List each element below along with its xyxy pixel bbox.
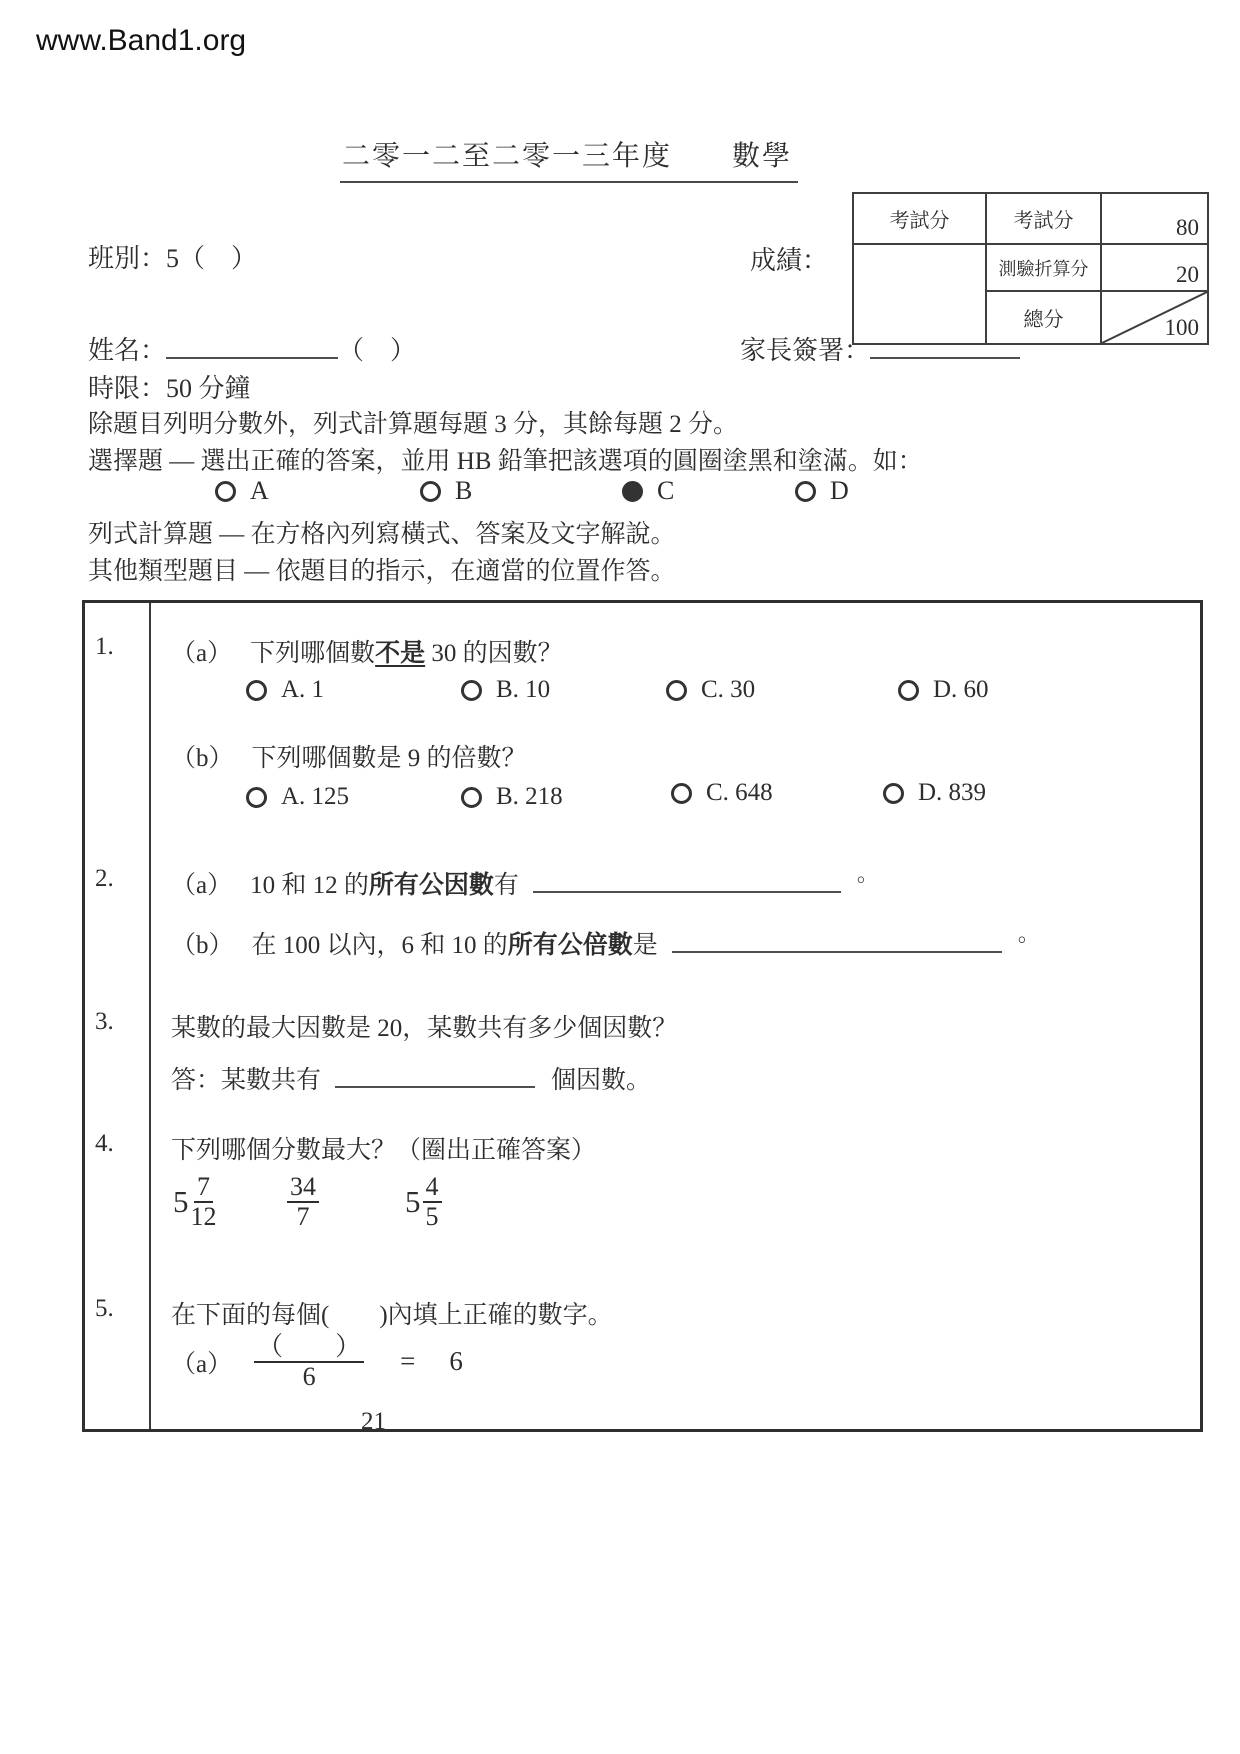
equals-sign: = [400, 1346, 416, 1377]
marks-note: 除題目列明分數外，列式計算題每題 3 分，其餘每題 2 分。 [88, 411, 739, 438]
q3-blank-line [335, 1062, 535, 1088]
score-table-row-value: 80 [1100, 194, 1207, 245]
fraction-whole: 5 [173, 1183, 189, 1219]
option-circle-icon [883, 783, 904, 804]
q4-fraction [285, 1173, 319, 1231]
option-label: C. 648 [706, 779, 773, 806]
option-label: B. 10 [496, 676, 551, 703]
q1a-text [171, 633, 563, 669]
option-circle-icon [461, 680, 482, 701]
q1b-option [671, 779, 773, 807]
option-label: A. 1 [281, 676, 325, 703]
score-table-exam-header: 考試分 [854, 194, 985, 245]
part-label: （a） [171, 1350, 233, 1378]
calc-instruction: 列式計算題 — 在方格內列寫橫式、答案及文字解說。 [88, 521, 676, 548]
q4-text: 下列哪個分數最大？（圈出正確答案） [171, 1137, 597, 1164]
guardian-sign-field [740, 330, 1020, 367]
q2b-emph: 所有公倍數 [507, 932, 633, 959]
name-field [88, 330, 416, 367]
q1b-option [883, 779, 986, 807]
name-blank-line [166, 332, 338, 359]
option-circle-icon [666, 680, 687, 701]
option-label: B [455, 476, 473, 505]
guardian-label: 家長簽署： [740, 336, 871, 365]
option-label: D. 60 [933, 676, 989, 703]
part-label: （b） [171, 932, 234, 959]
q1a-pre: 下列哪個數 [250, 640, 376, 667]
question-number: 1. [95, 633, 114, 660]
q4-fraction [173, 1173, 217, 1231]
fraction-numerator: 4 [423, 1173, 442, 1203]
score-table-score-cell [854, 245, 985, 343]
fraction [423, 1173, 442, 1231]
option-circle-icon [795, 481, 816, 502]
fraction-numerator-blank: （ ） [254, 1333, 364, 1363]
option-label: A. 125 [281, 783, 350, 810]
q1b-question: 下列哪個數是 9 的倍數？ [251, 745, 527, 772]
part-label: （a） [171, 640, 233, 667]
q1a-post: 30 的因數？ [425, 640, 563, 667]
fraction [254, 1333, 364, 1391]
q5a-equation [171, 1333, 463, 1391]
name-paren: （ ） [338, 336, 417, 365]
q2a-pre: 10 和 12 的 [250, 872, 369, 899]
q2b-period: 。 [1017, 921, 1040, 946]
exam-title: 二零一二至二零一三年度 數學 [340, 134, 798, 183]
fraction-denominator: 6 [302, 1362, 316, 1392]
q1b-option [246, 783, 349, 811]
option-label: B. 218 [496, 783, 563, 810]
option-circle-icon [246, 787, 267, 808]
fraction-whole: 5 [405, 1183, 421, 1219]
option-circle-icon [215, 481, 236, 502]
q5-text: 在下面的每個( )內填上正確的數字。 [171, 1302, 613, 1329]
q1a-option [666, 676, 755, 704]
class-field: 班別：5（ ） [88, 244, 258, 273]
option-circle-icon [671, 783, 692, 804]
q1a-emph: 不是 [375, 640, 426, 667]
example-option [420, 476, 472, 506]
mc-instruction: 選擇題 — 選出正確的答案，並用 HB 鉛筆把該選項的圓圈塗黑和塗滿。如： [88, 448, 923, 475]
option-circle-icon [246, 680, 267, 701]
fraction-denominator: 12 [190, 1202, 217, 1232]
fraction-numerator: 7 [194, 1173, 213, 1203]
option-label: D. 839 [918, 779, 987, 806]
guardian-blank-line [870, 332, 1020, 359]
time-limit: 時限：50 分鐘 [88, 374, 251, 403]
q2b-post: 是 [632, 932, 658, 959]
q3-answer-line [171, 1060, 651, 1096]
score-label: 成績： [750, 246, 829, 275]
score-table-row-label: 總分 [985, 292, 1100, 343]
name-label: 姓名： [88, 336, 167, 365]
q1b-option [461, 783, 563, 811]
q2b-text [171, 921, 1040, 961]
option-label: D [830, 476, 849, 505]
q3-answer-pre: 答：某數共有 [171, 1067, 322, 1094]
question-number: 5. [95, 1295, 114, 1322]
question-number-divider [149, 603, 151, 1429]
score-table-row-label: 測驗折算分 [985, 245, 1100, 292]
q2a-post: 有 [493, 872, 519, 899]
score-table-row-value: 20 [1100, 245, 1207, 292]
fraction [191, 1173, 217, 1231]
fraction-numerator: 34 [287, 1173, 319, 1203]
question-number: 4. [95, 1130, 114, 1157]
option-circle-icon [420, 481, 441, 502]
q2a-emph: 所有公因數 [368, 872, 494, 899]
example-option [215, 476, 269, 506]
fraction-denominator: 5 [425, 1202, 439, 1232]
fraction-denominator: 7 [296, 1202, 310, 1232]
option-label: A [250, 476, 269, 505]
option-circle-icon [622, 481, 643, 502]
q3-text: 某數的最大因數是 20，某數共有多少個因數？ [171, 1015, 678, 1042]
q1a-option [461, 676, 550, 704]
q2b-pre: 在 100 以內，6 和 10 的 [251, 932, 508, 959]
q1a-option [246, 676, 324, 704]
score-table-row-label: 考試分 [985, 194, 1100, 245]
page-number: 21 [361, 1408, 386, 1435]
diagonal-line [1102, 292, 1207, 343]
q3-answer-post: 個因數。 [551, 1067, 652, 1094]
part-label: （b） [171, 745, 234, 772]
q1a-option [898, 676, 989, 704]
option-circle-icon [461, 787, 482, 808]
score-table-total-cell [1100, 292, 1207, 343]
option-label: C. 30 [701, 676, 756, 703]
option-label: C [657, 476, 675, 505]
q2b-blank-line [672, 927, 1002, 953]
example-option [622, 476, 674, 506]
q2a-blank-line [533, 867, 841, 893]
score-table-row-value: 100 [1164, 315, 1199, 340]
q2a-period: 。 [856, 861, 879, 886]
q2a-text [171, 861, 879, 901]
score-table [852, 192, 1209, 345]
other-instruction: 其他類型題目 — 依題目的指示，在適當的位置作答。 [88, 558, 676, 585]
q5a-result: 6 [449, 1346, 463, 1377]
option-circle-icon [898, 680, 919, 701]
question-number: 2. [95, 865, 114, 892]
watermark: www.Band1.org [36, 24, 247, 57]
example-option [795, 476, 849, 506]
q1b-text [171, 738, 527, 774]
fraction [287, 1173, 319, 1231]
question-number: 3. [95, 1008, 114, 1035]
q4-fraction [405, 1173, 442, 1231]
question-box [82, 600, 1203, 1435]
part-label: （a） [171, 872, 233, 899]
